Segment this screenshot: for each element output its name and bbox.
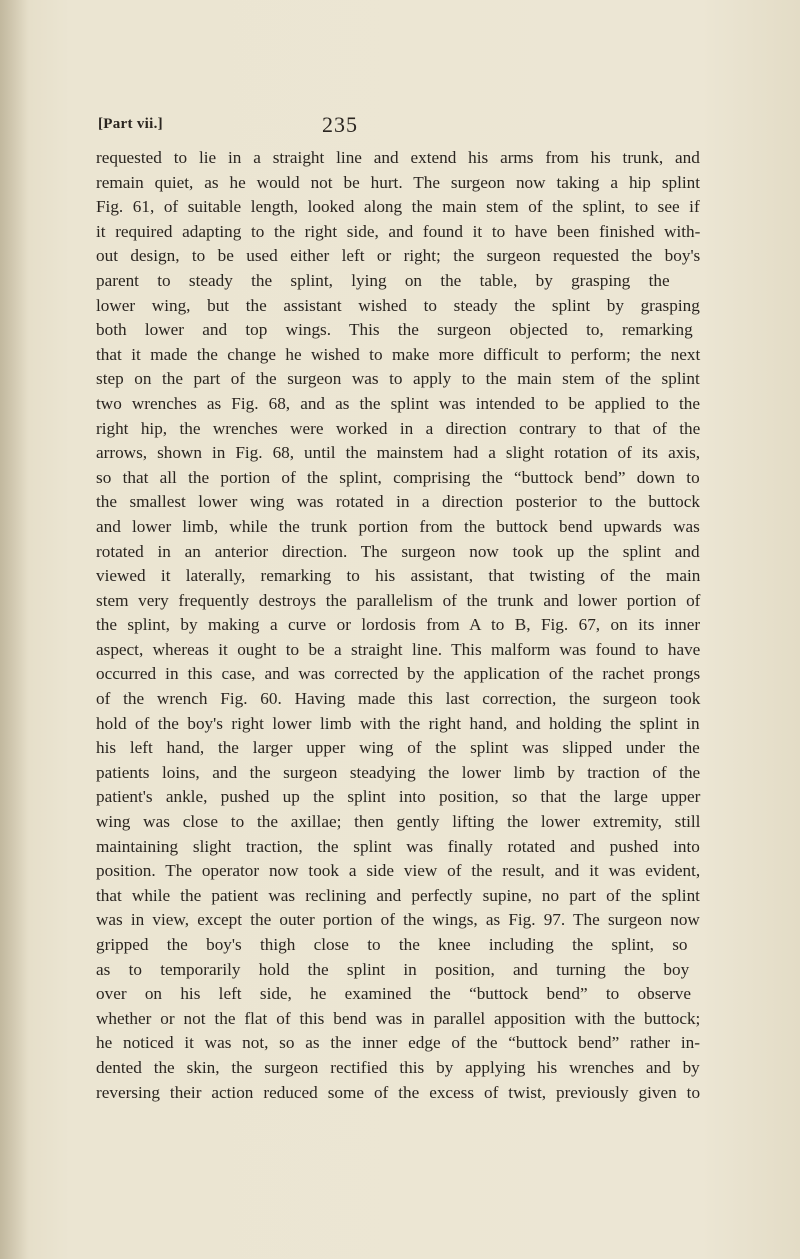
text-line: two wrenches as Fig. 68, and as the splint was intended to be applied to the <box>96 393 700 413</box>
text-line: as to temporarily hold the splint in position, and turning the boy <box>96 959 690 979</box>
part-label: [Part vii.] <box>98 116 163 132</box>
text-line: that it made the change he wished to make more difficult to perform; the next <box>96 344 701 364</box>
text-line: gripped the boy's thigh close to the knee including the splint, so <box>96 935 688 954</box>
text-line: he noticed it was not, so as the inner edge of the “buttock bend” rather in- <box>96 1033 700 1053</box>
text-line: the splint, by making a curve or lordosis from A to B, Fig. 67, on its inner <box>96 615 701 635</box>
text-line: that while the patient was reclining and perfectly supine, no part of the splint <box>96 885 700 905</box>
text-line: patients loins, and the surgeon steadying the lower limb by traction of the <box>96 762 701 782</box>
text-line: maintaining slight traction, the splint was finally rotated and pushed into <box>96 836 700 856</box>
text-line: his left hand, the larger upper wing of the splint was slipped under the <box>96 738 700 758</box>
text-line: wing was close to the axillae; then gently lifting the lower extremity, still <box>96 812 701 832</box>
text-line: over on his left side, he examined the “buttock bend” to observe <box>96 984 692 1004</box>
text-line: was in view, except the outer portion of the wings, as Fig. 97. The surgeon now <box>96 910 700 930</box>
text-line: and lower limb, while the trunk portion from the buttock bend upwards was <box>96 516 700 536</box>
text-line: lower wing, but the assistant wished to steady the splint by grasping <box>96 295 700 315</box>
text-line: arrows, shown in Fig. 68, until the mainstem had a slight rotation of its axis, <box>96 443 701 463</box>
text-line: the smallest lower wing was rotated in a direction posterior to the buttock <box>96 492 700 512</box>
text-line: stem very frequently destroys the parallelism of the trunk and lower portion of <box>96 590 701 610</box>
page-number: 235 <box>322 112 358 137</box>
text-line: of the wrench Fig. 60. Having made this last correction, the surgeon took <box>96 689 701 709</box>
text-line: step on the part of the surgeon was to apply to the main stem of the splint <box>96 369 700 389</box>
text-line: patient's ankle, pushed up the splint into position, so that the large upper <box>96 787 701 807</box>
text-line: out design, to be used either left or right; the surgeon requested the boy's <box>96 246 701 266</box>
text-line: rotated in an anterior direction. The surgeon now took up the splint and <box>96 541 700 561</box>
text-line: hold of the boy's right lower limb with the right hand, and holding the splint in <box>96 713 700 733</box>
text-line: it required adapting to the right side, and found it to have been finished with- <box>96 221 701 241</box>
text-line: remain quiet, as he would not be hurt. The surgeon now taking a hip splint <box>96 172 701 192</box>
text-line: parent to steady the splint, lying on the table, by grasping the <box>96 270 670 290</box>
text-line: so that all the portion of the splint, comprising the “buttock bend” down to <box>96 467 700 487</box>
text-line: aspect, whereas it ought to be a straight line. This malform was found to have <box>96 639 701 659</box>
text-line: position. The operator now took a side view of the result, and it was evident, <box>96 861 701 881</box>
running-header <box>98 112 698 142</box>
text-line: both lower and top wings. This the surgeon objected to, remarking <box>96 320 693 340</box>
body-text <box>96 146 700 1105</box>
text-line: reversing their action reduced some of the excess of twist, previously given to <box>96 1082 701 1102</box>
text-line: dented the skin, the surgeon rectified this by applying his wrenches and by <box>96 1057 700 1077</box>
text-line: Fig. 61, of suitable length, looked along the main stem of the splint, to see if <box>96 197 700 217</box>
text-line: whether or not the flat of this bend was in parallel apposition with the buttock; <box>96 1008 701 1028</box>
binding-shadow <box>0 0 28 1259</box>
text-line: requested to lie in a straight line and extend his arms from his trunk, and <box>96 148 700 167</box>
text-line: right hip, the wrenches were worked in a direction contrary to that of the <box>96 418 701 438</box>
text-line: viewed it laterally, remarking to his assistant, that twisting of the main <box>96 566 701 586</box>
text-line: occurred in this case, and was corrected by the application of the rachet prongs <box>96 664 701 684</box>
